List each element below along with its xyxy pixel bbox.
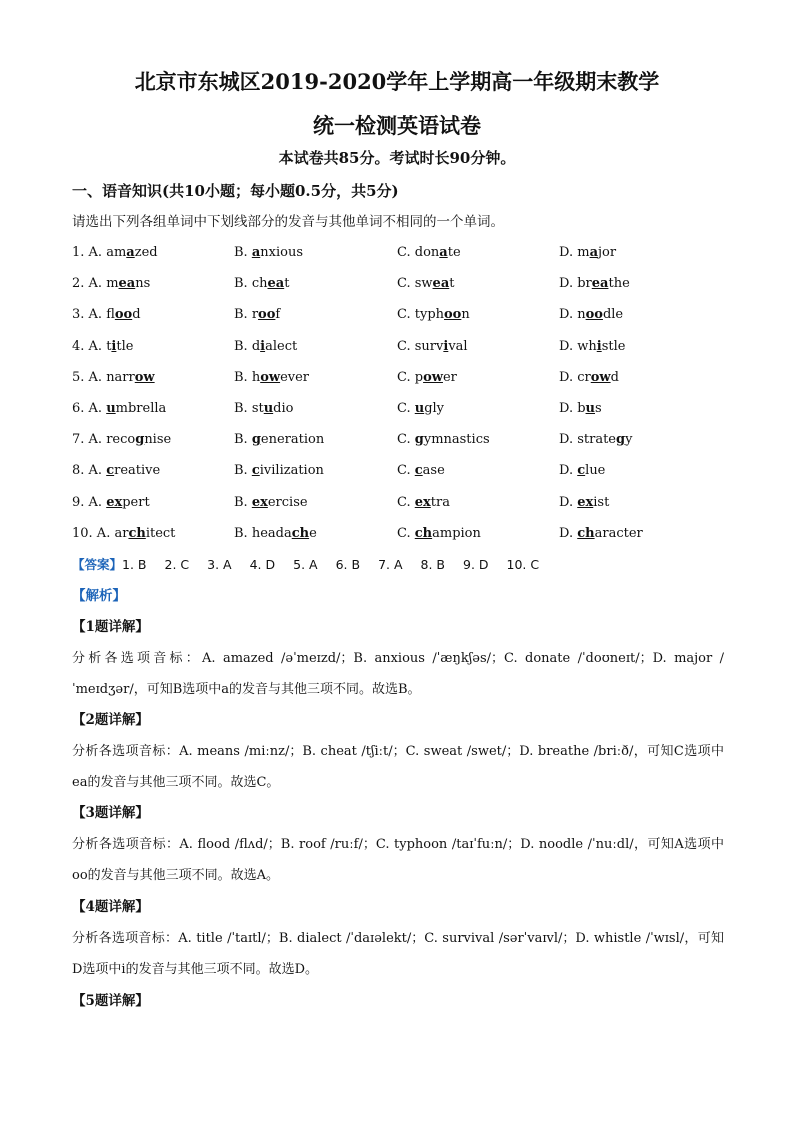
option-d: D. breathe xyxy=(559,276,630,292)
option-b: B. exercise xyxy=(234,494,308,510)
answer-item: 3. A xyxy=(207,557,232,572)
detail-heading: 【4题详解】 xyxy=(72,899,149,915)
option-d: D. clue xyxy=(559,463,606,479)
option-d: D. character xyxy=(559,525,643,541)
underlined-part: oo xyxy=(258,307,276,323)
answer-item: 10. C xyxy=(506,557,540,572)
option-c: C. sweat xyxy=(397,276,455,292)
underlined-part: ea xyxy=(591,276,609,292)
option-c: C. survival xyxy=(397,338,468,354)
exam-info: 本试卷共85分。考试时长90分钟。 xyxy=(278,149,516,167)
question-row xyxy=(72,306,732,324)
answer-item: 8. B xyxy=(420,557,445,572)
underlined-part: c xyxy=(106,463,115,479)
option-a: 6. A. umbrella xyxy=(72,401,167,416)
underlined-part: ex xyxy=(414,494,431,510)
option-b: B. studio xyxy=(234,401,294,416)
underlined-part: oo xyxy=(585,307,603,323)
underlined-part: i xyxy=(111,338,117,354)
underlined-part: g xyxy=(616,432,626,448)
option-d: D. noodle xyxy=(559,307,624,323)
section-instruction: 请选出下列各组单词中下划线部分的发音与其他单词不相同的一个单词。 xyxy=(72,214,504,230)
answer-item: 6. B xyxy=(335,557,361,572)
option-a: 9. A. expert xyxy=(72,494,150,510)
underlined-part: ex xyxy=(106,494,123,510)
detail-heading: 【5题详解】 xyxy=(72,993,149,1009)
option-c: C. champion xyxy=(397,525,481,541)
detail-text: 分析各选项音标：A. amazed /əˈmeɪzd/；B. anxious /ˈæŋkʃəs/；C. donate /ˈdoʊneɪt/；D. major /ˈmeɪdʒər/，可知B选项中a的发音与其他三项不同。故选B。 xyxy=(72,651,724,697)
option-b: B. roof xyxy=(234,307,281,323)
option-a: 5. A. narrow xyxy=(72,369,155,385)
option-b: B. dialect xyxy=(234,338,298,354)
underlined-part: u xyxy=(263,401,274,416)
underlined-part: ch xyxy=(414,525,433,541)
question-row xyxy=(72,525,732,543)
answer-item: 4. D xyxy=(249,557,276,572)
underlined-part: a xyxy=(439,245,448,260)
option-a: 3. A. flood xyxy=(72,307,141,323)
question-row xyxy=(72,244,732,262)
detail-text: 分析各选项音标：A. means /miːnz/；B. cheat /tʃiːt/；C. sweat /swet/；D. breathe /briːð/，可知C选项中ea的发音与其他三项不同。故选C。 xyxy=(72,744,724,790)
question-row xyxy=(72,369,732,387)
detail-text: 分析各选项音标：A. title /ˈtaɪtl/；B. dialect /ˈdaɪəlekt/；C. survival /sərˈvaɪvl/；D. whistle /ˈwɪsl/，可知D选项中i的发音与其他三项不同。故选D。 xyxy=(72,931,724,977)
option-b: B. however xyxy=(234,369,310,385)
underlined-part: u xyxy=(106,401,116,416)
underlined-part: u xyxy=(414,401,425,416)
underlined-part: ex xyxy=(251,494,268,510)
option-d: D. exist xyxy=(559,494,610,510)
underlined-part: i xyxy=(596,338,602,354)
underlined-part: i xyxy=(443,338,449,354)
answer-item: 2. C xyxy=(164,557,190,572)
underlined-part: ch xyxy=(577,525,595,541)
option-a: 4. A. title xyxy=(72,338,134,354)
detail-text: 分析各选项音标：A. flood /flʌd/；B. roof /ruːf/；C. typhoon /taɪˈfuːn/；D. noodle /ˈnuːdl/，可知A选项中oo的发音与其他三项不同。故选A。 xyxy=(72,837,724,883)
underlined-part: ow xyxy=(260,369,281,385)
underlined-part: c xyxy=(414,463,423,479)
option-a: 8. A. creative xyxy=(72,463,161,479)
section-heading: 一、语音知识(共10小题；每小题0.5分，共5分) xyxy=(72,182,399,200)
option-d: D. strategy xyxy=(559,432,633,448)
option-b: B. anxious xyxy=(234,245,303,260)
underlined-part: ow xyxy=(590,369,611,385)
option-c: C. gymnastics xyxy=(397,432,490,448)
detail-heading: 【1题详解】 xyxy=(72,619,149,635)
option-a: 2. A. means xyxy=(72,276,151,292)
option-b: B. civilization xyxy=(234,463,324,479)
underlined-part: g xyxy=(414,432,424,448)
option-a: 7. A. recognise xyxy=(72,432,172,448)
question-row xyxy=(72,494,732,512)
option-d: D. whistle xyxy=(559,338,626,354)
option-a: 1. A. amazed xyxy=(72,245,158,260)
page-title: 北京市东城区2019-2020学年上学期高一年级期末教学 xyxy=(134,69,660,94)
underlined-part: ch xyxy=(291,525,310,541)
answer-line xyxy=(72,556,557,574)
option-c: C. donate xyxy=(397,245,461,260)
option-c: C. typhoon xyxy=(397,307,470,323)
detail-heading: 【3题详解】 xyxy=(72,805,149,821)
option-b: B. cheat xyxy=(234,276,290,292)
underlined-part: ow xyxy=(423,369,443,385)
answer-item: 7. A xyxy=(378,557,403,572)
option-c: C. case xyxy=(397,463,445,479)
question-row xyxy=(72,400,732,418)
underlined-part: a xyxy=(126,245,135,260)
option-a: 10. A. architect xyxy=(72,525,176,541)
option-d: D. bus xyxy=(559,401,602,416)
underlined-part: c xyxy=(251,463,260,479)
underlined-part: ea xyxy=(118,276,136,292)
underlined-part: oo xyxy=(114,307,133,323)
question-row xyxy=(72,338,732,356)
question-row xyxy=(72,431,732,449)
underlined-part: c xyxy=(577,463,586,479)
underlined-part: u xyxy=(585,401,595,416)
underlined-part: i xyxy=(260,338,266,354)
underlined-part: ex xyxy=(577,494,594,510)
detail-heading: 【2题详解】 xyxy=(72,712,149,728)
option-c: C. ugly xyxy=(397,401,445,416)
underlined-part: g xyxy=(135,432,145,448)
answer-item: 9. D xyxy=(463,557,489,572)
underlined-part: ea xyxy=(432,276,450,292)
underlined-part: ch xyxy=(128,525,146,541)
underlined-part: ow xyxy=(134,369,155,385)
underlined-part: a xyxy=(589,245,598,260)
answer-item: 1. B xyxy=(122,557,147,572)
option-c: C. power xyxy=(397,369,457,385)
answer-item: 5. A xyxy=(293,557,318,572)
underlined-part: a xyxy=(251,245,261,260)
underlined-part: oo xyxy=(444,307,462,323)
option-b: B. generation xyxy=(234,432,325,448)
underlined-part: ea xyxy=(267,276,285,292)
answer-tag: 【答案】 xyxy=(72,557,123,572)
question-row xyxy=(72,462,732,480)
option-d: D. crowd xyxy=(559,369,619,385)
page-title-line2: 统一检测英语试卷 xyxy=(313,113,481,138)
option-b: B. headache xyxy=(234,525,317,541)
option-d: D. major xyxy=(559,245,617,260)
option-c: C. extra xyxy=(397,494,450,510)
analysis-tag: 【解析】 xyxy=(72,588,126,604)
underlined-part: g xyxy=(251,432,261,448)
question-row xyxy=(72,275,732,293)
answer-items xyxy=(122,557,557,572)
